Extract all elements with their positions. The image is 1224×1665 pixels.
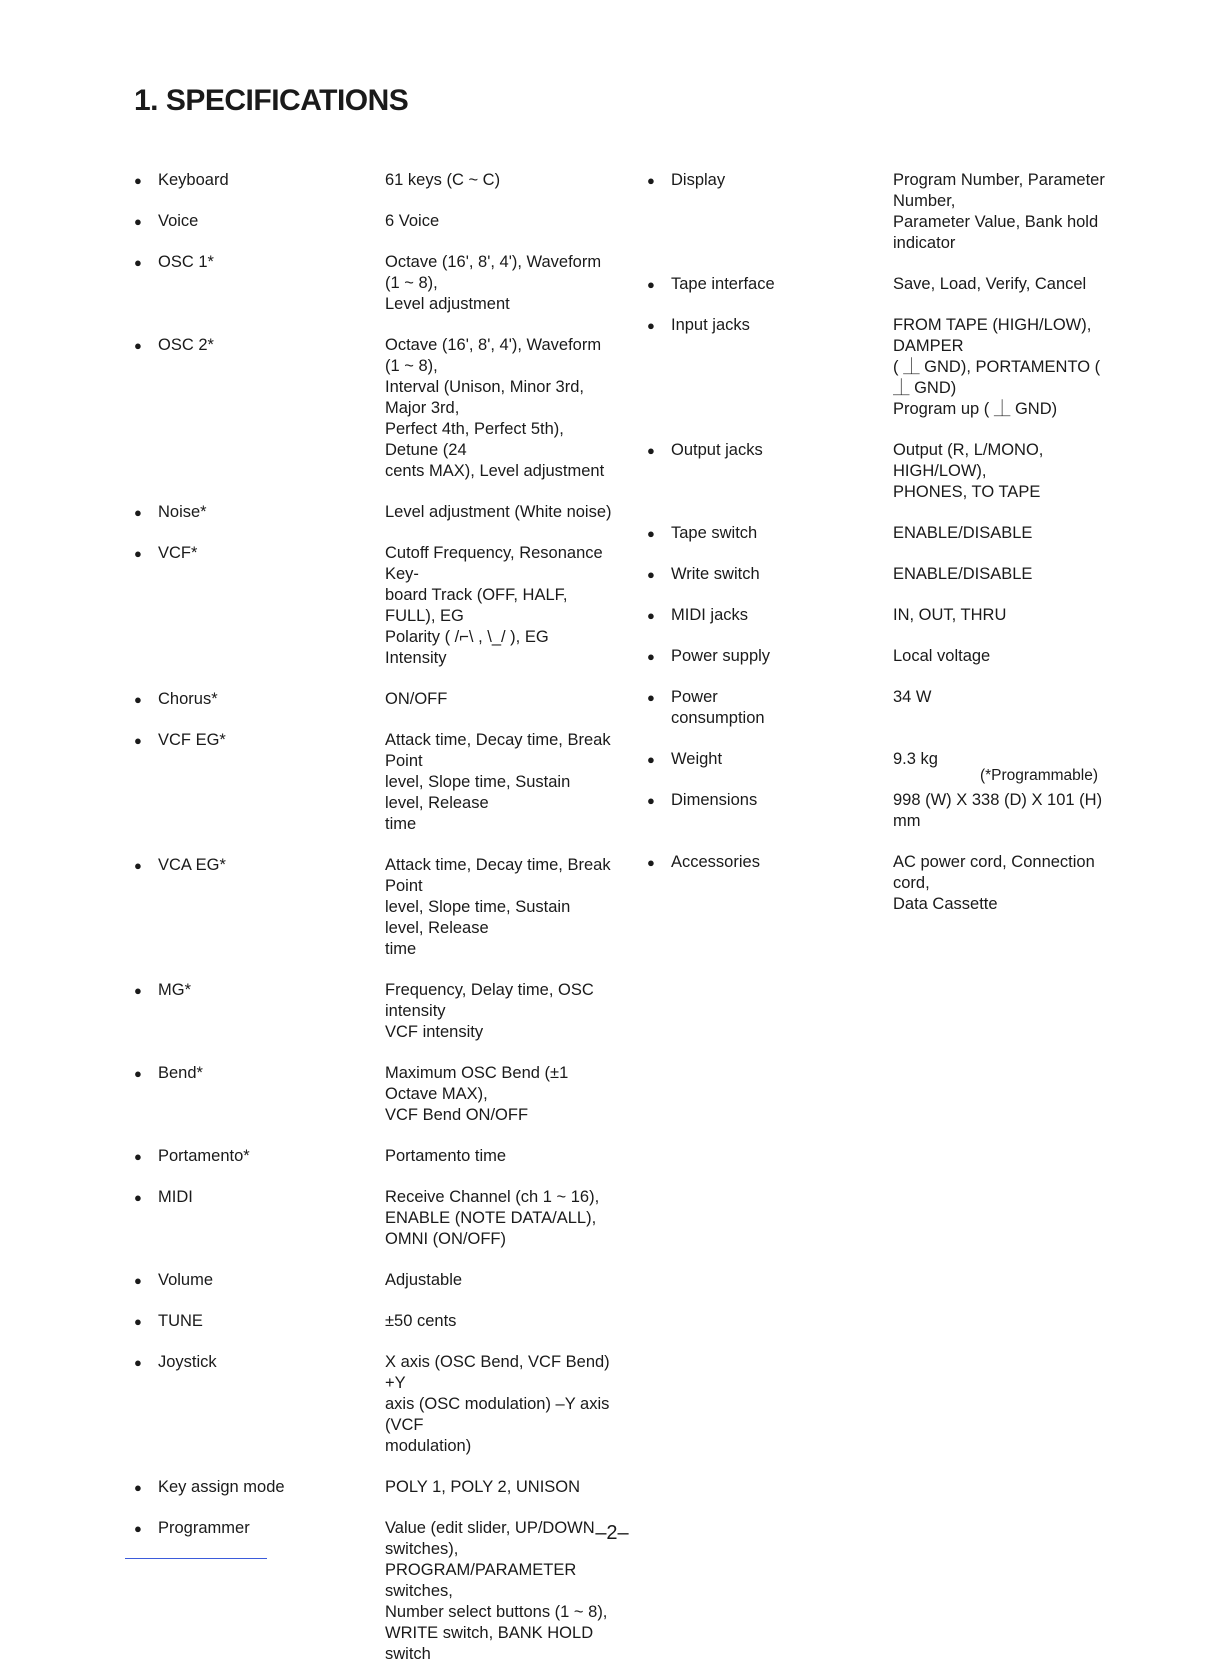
spec-value: Value (edit slider, UP/DOWN switches), PROGRAM/PARAMETER switches, Number select buttons (1 ~ 8), WRITE switch, BANK HOLD switch xyxy=(385,1519,608,1663)
bullet-icon: ● xyxy=(134,733,142,748)
spec-label: Display xyxy=(671,171,726,189)
spec-label: Tape switch xyxy=(671,524,758,542)
spec-label: TUNE xyxy=(158,1312,203,1330)
spec-value: Attack time, Decay time, Break Point level, Slope time, Sustain level, Release time xyxy=(385,856,611,958)
bullet-icon: ● xyxy=(134,1521,142,1536)
spec-value: Octave (16', 8', 4'), Waveform (1 ~ 8), Level adjustment xyxy=(385,253,602,313)
spec-label: Volume xyxy=(158,1271,214,1289)
bullet-icon: ● xyxy=(134,1273,142,1288)
spec-row xyxy=(645,687,1115,729)
spec-label: MG* xyxy=(158,981,191,999)
spec-label: VCA EG* xyxy=(158,856,226,874)
bullet-icon: ● xyxy=(647,855,655,870)
page-number: –2– xyxy=(595,1522,629,1544)
spec-row xyxy=(645,564,1115,585)
spec-value: Attack time, Decay time, Break Point level, Slope time, Sustain level, Release time xyxy=(385,731,611,833)
bullet-icon: ● xyxy=(134,546,142,561)
bullet-icon: ● xyxy=(647,608,655,623)
spec-value: ENABLE/DISABLE xyxy=(893,524,1033,542)
spec-row xyxy=(132,730,612,835)
spec-label: Accessories xyxy=(671,853,760,871)
spec-value: Receive Channel (ch 1 ~ 16), ENABLE (NOTE DATA/ALL), OMNI (ON/OFF) xyxy=(385,1188,600,1248)
spec-value: Local voltage xyxy=(893,647,991,665)
spec-value: 6 Voice xyxy=(385,212,440,230)
bullet-icon: ● xyxy=(647,526,655,541)
spec-label: Voice xyxy=(158,212,199,230)
spec-value: 34 W xyxy=(893,688,932,706)
spec-value: Frequency, Delay time, OSC intensity VCF intensity xyxy=(385,981,594,1041)
spec-value: 9.3 kg xyxy=(893,750,938,768)
programmable-note: (*Programmable) xyxy=(979,767,1098,784)
spec-label: Portamento* xyxy=(158,1147,250,1165)
spec-row xyxy=(132,855,612,960)
spec-value: AC power cord, Connection cord, Data Cassette xyxy=(893,853,1095,913)
spec-label: Write switch xyxy=(671,565,760,583)
spec-value: X axis (OSC Bend, VCF Bend) +Y axis (OSC modulation) –Y axis (VCF modulation) xyxy=(385,1353,610,1455)
bullet-icon: ● xyxy=(134,1314,142,1329)
spec-label: Output jacks xyxy=(671,441,763,459)
spec-row xyxy=(132,335,612,482)
spec-value: Save, Load, Verify, Cancel xyxy=(893,275,1087,293)
bullet-icon: ● xyxy=(134,505,142,520)
spec-row xyxy=(132,170,612,191)
spec-value: Program Number, Parameter Number, Parameter Value, Bank hold indicator xyxy=(893,171,1105,252)
spec-value: ±50 cents xyxy=(385,1312,457,1330)
spec-label: Weight xyxy=(671,750,723,768)
spec-label: Tape interface xyxy=(671,275,775,293)
spec-value: 998 (W) X 338 (D) X 101 (H) mm xyxy=(893,791,1103,830)
spec-value: POLY 1, POLY 2, UNISON xyxy=(385,1478,581,1496)
bullet-icon: ● xyxy=(134,173,142,188)
spec-row xyxy=(645,646,1115,667)
spec-row xyxy=(132,1146,612,1167)
bullet-icon: ● xyxy=(134,1480,142,1495)
spec-value: ENABLE/DISABLE xyxy=(893,565,1033,583)
spec-label: Keyboard xyxy=(158,171,229,189)
bullet-icon: ● xyxy=(134,983,142,998)
spec-value: 61 keys (C ~ C) xyxy=(385,171,501,189)
bullet-icon: ● xyxy=(647,318,655,333)
bullet-icon: ● xyxy=(647,567,655,582)
spec-label: Noise* xyxy=(158,503,207,521)
bullet-icon: ● xyxy=(134,858,142,873)
spec-row xyxy=(132,1187,612,1250)
spec-row xyxy=(132,252,612,315)
spec-row xyxy=(645,440,1115,503)
spec-label: VCF EG* xyxy=(158,731,226,749)
bullet-icon: ● xyxy=(134,692,142,707)
spec-row xyxy=(645,523,1115,544)
spec-row xyxy=(132,1063,612,1126)
spec-value: Level adjustment (White noise) xyxy=(385,503,612,521)
spec-label: Dimensions xyxy=(671,791,758,809)
bullet-icon: ● xyxy=(134,214,142,229)
spec-row xyxy=(645,274,1115,295)
spec-label: Power supply xyxy=(671,647,771,665)
bullet-icon: ● xyxy=(647,690,655,705)
spec-row xyxy=(132,211,612,232)
spec-row xyxy=(645,852,1115,915)
bullet-icon: ● xyxy=(134,1355,142,1370)
spec-value: Output (R, L/MONO, HIGH/LOW), PHONES, TO TAPE xyxy=(893,441,1044,501)
specs-right-column xyxy=(645,150,1115,915)
spec-row xyxy=(132,1311,612,1332)
spec-label: Chorus* xyxy=(158,690,218,708)
spec-label: Programmer xyxy=(158,1519,250,1537)
spec-value: Maximum OSC Bend (±1 Octave MAX), VCF Bend ON/OFF xyxy=(385,1064,569,1124)
bullet-icon: ● xyxy=(134,338,142,353)
specs-left-column xyxy=(132,150,612,1665)
spec-row xyxy=(645,315,1115,420)
spec-row xyxy=(132,1270,612,1291)
spec-row xyxy=(132,689,612,710)
bullet-icon: ● xyxy=(647,752,655,767)
spec-row xyxy=(645,170,1115,254)
spec-value: Cutoff Frequency, Resonance Key- board Track (OFF, HALF, FULL), EG Polarity ( /⌐\ , \_/ ), EG Intensity xyxy=(385,544,603,667)
spec-label: OSC 2* xyxy=(158,336,214,354)
spec-label: MIDI jacks xyxy=(671,606,749,624)
bullet-icon: ● xyxy=(647,793,655,808)
spec-value: ON/OFF xyxy=(385,690,448,708)
spec-label: Bend* xyxy=(158,1064,203,1082)
spec-value: Octave (16', 8', 4'), Waveform (1 ~ 8), Interval (Unison, Minor 3rd, Major 3rd, Perfect 4th, Perfect 5th), Detune (24 cents MAX), Level adjustment xyxy=(385,336,605,480)
spec-row xyxy=(132,980,612,1043)
spec-row xyxy=(132,1352,612,1457)
bullet-icon: ● xyxy=(134,1190,142,1205)
spec-row xyxy=(645,605,1115,626)
spec-row xyxy=(132,502,612,523)
spec-label: VCF* xyxy=(158,544,198,562)
spec-label: Joystick xyxy=(158,1353,217,1371)
spec-label: OSC 1* xyxy=(158,253,214,271)
spec-value: FROM TAPE (HIGH/LOW), DAMPER ( ⏊ GND), PORTAMENTO ( ⏊ GND) Program up ( ⏊ GND) xyxy=(893,316,1101,418)
page-title: 1. SPECIFICATIONS xyxy=(134,84,409,117)
spec-label: Key assign mode xyxy=(158,1478,285,1496)
spec-value: Portamento time xyxy=(385,1147,507,1165)
spec-row xyxy=(645,790,1115,832)
bullet-icon: ● xyxy=(647,277,655,292)
spec-label: Input jacks xyxy=(671,316,750,334)
spec-value: IN, OUT, THRU xyxy=(893,606,1007,624)
bullet-icon: ● xyxy=(134,1149,142,1164)
spec-row xyxy=(132,543,612,669)
bullet-icon: ● xyxy=(134,1066,142,1081)
bullet-icon: ● xyxy=(647,443,655,458)
spec-label: MIDI xyxy=(158,1188,193,1206)
bullet-icon: ● xyxy=(134,255,142,270)
spec-label: Power consumption xyxy=(671,688,765,727)
spec-row xyxy=(132,1477,612,1498)
bullet-icon: ● xyxy=(647,649,655,664)
bullet-icon: ● xyxy=(647,173,655,188)
footer-link-underline xyxy=(125,1558,267,1559)
spec-value: Adjustable xyxy=(385,1271,463,1289)
